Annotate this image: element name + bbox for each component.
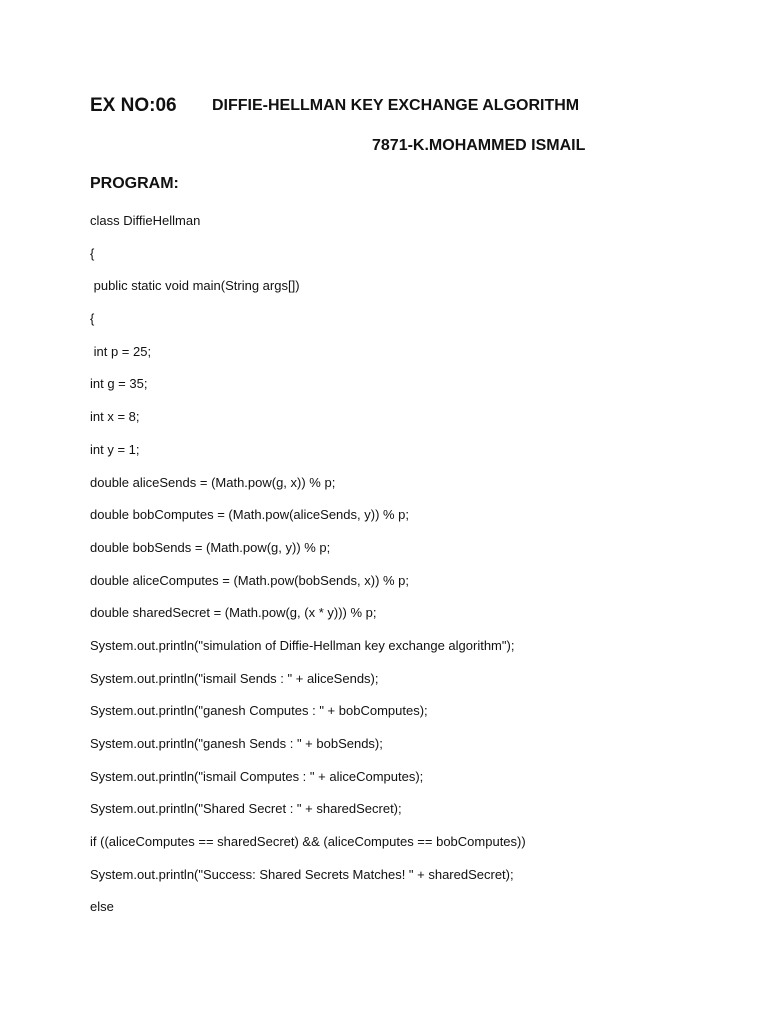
code-line: System.out.println("ismail Computes : " + aliceComputes); [90, 768, 424, 784]
code-line: double aliceComputes = (Math.pow(bobSends, x)) % p; [90, 572, 410, 588]
code-line: System.out.println("Shared Secret : " + sharedSecret); [90, 801, 402, 817]
code-line: else [90, 899, 114, 915]
document-title: DIFFIE-HELLMAN KEY EXCHANGE ALGORITHM [212, 97, 580, 114]
code-line: System.out.println("simulation of Diffie-Hellman key exchange algorithm"); [90, 637, 515, 653]
code-line: double sharedSecret = (Math.pow(g, (x * y))) % p; [90, 605, 377, 621]
code-line: System.out.println("ganesh Computes : " + bobComputes); [90, 703, 428, 719]
code-line: System.out.println("ganesh Sends : " + bobSends); [90, 736, 383, 751]
section-label: PROGRAM: [90, 175, 179, 192]
exercise-number: EX NO:06 [90, 95, 177, 116]
code-line: double bobComputes = (Math.pow(aliceSends, y)) % p; [90, 507, 410, 523]
code-line: int y = 1; [90, 441, 140, 457]
code-line: double bobSends = (Math.pow(g, y)) % p; [90, 539, 331, 555]
code-line: System.out.println("Success: Shared Secrets Matches! " + sharedSecret); [90, 866, 514, 882]
code-line: System.out.println("ismail Sends : " + aliceSends); [90, 670, 379, 686]
code-line: class DiffieHellman [90, 213, 201, 228]
code-line: int x = 8; [90, 409, 140, 425]
code-line: int g = 35; [90, 376, 148, 392]
code-line: public static void main(String args[]) [90, 278, 300, 294]
code-listing [90, 211, 750, 930]
code-line: { [90, 311, 95, 327]
author-line: 7871-K.MOHAMMED ISMAIL [372, 137, 586, 154]
code-line: { [90, 245, 95, 261]
code-line: double aliceSends = (Math.pow(g, x)) % p; [90, 474, 336, 490]
code-line: int p = 25; [90, 343, 152, 359]
code-line: if ((aliceComputes == sharedSecret) && (aliceComputes == bobComputes)) [90, 834, 526, 850]
